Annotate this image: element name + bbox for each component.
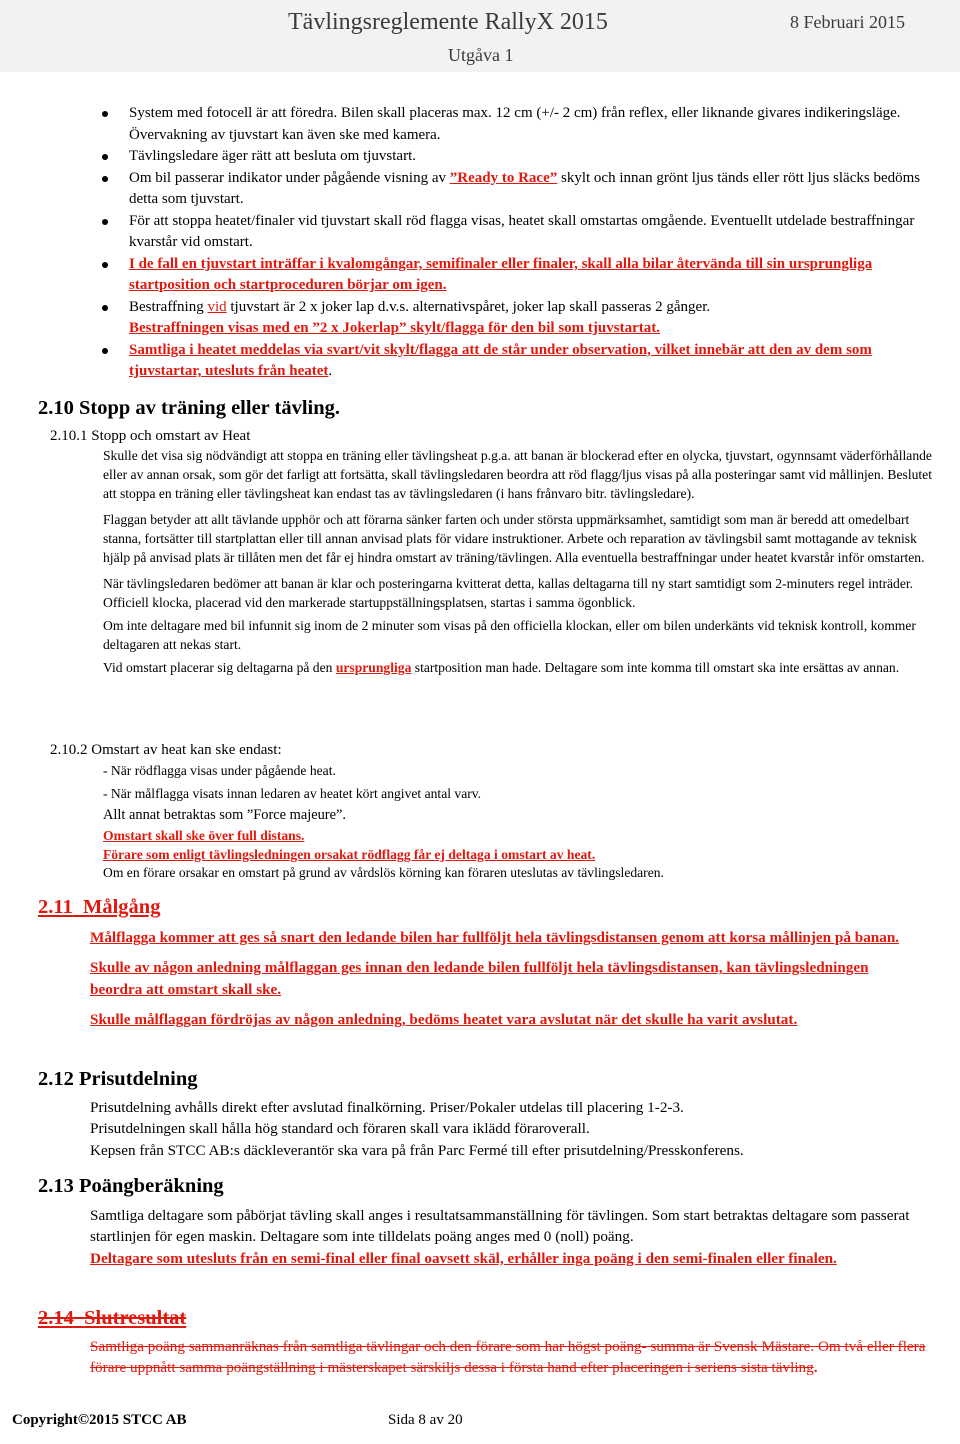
list-item: System med fotocell är att föredra. Bilen skall placeras max. 12 cm (+/- 2 cm) från reflex, eller liknande givares indikeringsläge. Övervakning av tjuvstart kan även ske med kamera.: [100, 103, 940, 146]
bullet-icon: [102, 111, 108, 117]
list-item: Tävlingsledare äger rätt att besluta om tjuvstart.: [100, 146, 940, 168]
page-header: [0, 0, 960, 72]
red-rule-text: Omstart skall ske över full distans.: [103, 828, 305, 843]
paragraph: Kepsen från STCC AB:s däckleverantör ska vara på från Parc Fermé till efter prisutdelning/Presskonferens.: [90, 1141, 744, 1159]
force-majeure-text: Allt annat betraktas som ”Force majeure”.: [103, 807, 346, 823]
section-2-14-body: [90, 1336, 930, 1379]
paragraph: Prisutdelning avhålls direkt efter avslutad finalkörning. Priser/Pokaler utdelas till placering 1-2-3.: [90, 1099, 684, 1116]
paragraph: Om en förare orsakar en omstart på grund av vårdslös körning kan föraren uteslutas av tävlingsledaren.: [103, 865, 664, 880]
bullet-icon: [102, 262, 108, 268]
tjuvstart-bullet-list: [100, 103, 940, 383]
paragraph: Samtliga poäng sammanräknas från samtliga tävlingar och den förare som har högst poäng- summa är Svensk Mästare. Om två eller flera förare uppnått samma poängställning i mästerskapet särskiljs dessa i första hand efter placeringen i seriens sista tävling.: [90, 1338, 926, 1377]
bullet-icon: [102, 154, 108, 160]
document-title: Tävlingsreglemente RallyX 2015: [288, 9, 608, 35]
footer-page-number: Sida 8 av 20: [388, 1412, 463, 1428]
list-item: Samtliga i heatet meddelas via svart/vit skylt/flagga att de står under observation, vilket innebär att den av dem som tjuvstartar, utesluts från heatet.: [100, 340, 940, 383]
paragraph: Deltagare som utesluts från en semi-final eller final oavsett skäl, erhåller inga poäng i den semi-finalen eller finalen.: [90, 1249, 837, 1267]
paragraph: Skulle av någon anledning målflaggan ges innan den ledande bilen fullföljt hela tävlingsdistansen, kan tävlingsledningen beordra att omstart skall ske.: [90, 959, 869, 998]
list-item: - När rödflagga visas under pågående heat.: [103, 763, 336, 778]
paragraph: Om inte deltagare med bil infunnit sig inom de 2 minuter som visas på den officiella klockan, eller om bilen underkänts vid teknisk kontroll, kommer deltagaren att nekas start.: [103, 618, 916, 652]
bullet-icon: [102, 305, 108, 311]
list-item: Om bil passerar indikator under pågående visning av ”Ready to Race” skylt och innan grönt ljus tänds eller rött ljus släcks bedöms detta som tjuvstart.: [100, 168, 940, 211]
red-rule-text: Förare som enligt tävlingsledningen orsakat rödflagg får ej deltaga i omstart av heat.: [103, 847, 596, 862]
list-item: I de fall en tjuvstart inträffar i kvalomgångar, semifinaler eller finaler, skall alla bilar återvända till sin ursprungliga startposition och startproceduren börjar om igen.: [100, 254, 940, 297]
list-item: För att stoppa heatet/finaler vid tjuvstart skall röd flagga visas, heatet skall omstartas omgående. Eventuellt utdelade bestraffningar kvarstår vid omstart.: [100, 211, 940, 254]
document-edition: Utgåva 1: [448, 45, 514, 65]
section-heading-2-12: 2.12 Prisutdelning: [38, 1068, 198, 1090]
list-item: Bestraffning vid tjuvstart är 2 x joker lap d.v.s. alternativspåret, joker lap skall passeras 2 gånger. Bestraffningen visas med en ”2 x Jokerlap” skylt/flagga för den bil som tjuvstartat.: [100, 297, 940, 340]
section-2-12-body: [90, 1097, 940, 1161]
paragraph: Flaggan betyder att allt tävlande upphör och att förarna sänker farten och under största uppmärksamhet, samtidigt som man är beredd att omedelbart stanna, fortsätter till startplattan eller till annan anvisad plats för vidare instruktioner. Arbete och reparation av tävlingsbil samt mottagande av teknisk hjälp på anvisad plats är tillåten men det får ej hindra omstart av träning/tävlingen. Alla eventuella bestraffningar under heatet kvarstår inför omstarten.: [103, 512, 925, 565]
bullet-icon: [102, 176, 108, 182]
document-date: 8 Februari 2015: [790, 12, 905, 32]
bullet-icon: [102, 348, 108, 354]
section-heading-2-11: 2.11 Målgång: [38, 896, 161, 918]
section-2-13-body: [90, 1205, 935, 1269]
paragraph: Skulle målflaggan fördröjas av någon anledning, bedöms heatet vara avslutat när det skulle ha varit avslutat.: [90, 1010, 798, 1028]
section-heading-2-14: 2.14 Slutresultat: [38, 1307, 187, 1329]
paragraph: Målflagga kommer att ges så snart den ledande bilen har fullföljt hela tävlingsdistansen genom att korsa mållinjen på banan.: [90, 929, 900, 946]
footer-copyright: Copyright©2015 STCC AB: [12, 1412, 187, 1428]
section-2-10-1-body: [103, 446, 933, 677]
paragraph: Prisutdelningen skall hålla hög standard och föraren skall vara iklädd föraroverall.: [90, 1120, 590, 1138]
subsection-heading-2-10-1: 2.10.1 Stopp och omstart av Heat: [50, 428, 251, 444]
section-heading-2-10: 2.10 Stopp av träning eller tävling.: [38, 397, 341, 419]
section-heading-2-13: 2.13 Poängberäkning: [38, 1175, 224, 1197]
list-item: - När målflagga visats innan ledaren av heatet kört angivet antal varv.: [103, 786, 482, 801]
paragraph: Skulle det visa sig nödvändigt att stoppa en träning eller tävlingsheat p.g.a. att banan är blockerad efter en olycka, tjuvstart, ogynnsamt väderförhållande eller av annan orsak, som gör det farligt att fortsätta, skall tävlingsledaren beordra att röd flagg/ljus visas på alla posteringar samt vid mållinjen. Beslutet att stoppa en träning eller tävlingsheat kan endast tas av tävlingsledaren (i hans frånvaro bitr. tävlingsledare).: [103, 448, 932, 501]
section-2-11-body: [90, 927, 920, 1030]
paragraph: När tävlingsledaren bedömer att banan är klar och posteringarna kvitterat detta, kallas deltagarna till ny start samtidigt som 2-minuters regel inträder. Officiell klocka, placerad vid den markerade startuppställningsplatsen, startas i samma ögonblick.: [103, 576, 914, 610]
subsection-heading-2-10-2: 2.10.2 Omstart av heat kan ske endast:: [50, 742, 282, 758]
bullet-icon: [102, 219, 108, 225]
paragraph: Samtliga deltagare som påbörjat tävling skall anges i resultatsammanställning för tävlingen. Som start betraktas deltagare som passerat startlinjen för egen maskin. Deltagare som inte tilldelats poäng anges med 0 (noll) poäng.: [90, 1207, 910, 1246]
ready-to-race-text: ”Ready to Race”: [449, 169, 558, 186]
paragraph: Vid omstart placerar sig deltagarna på den ursprungliga startposition man hade. Deltagare som inte komma till omstart ska inte ersättas av annan.: [103, 660, 900, 675]
